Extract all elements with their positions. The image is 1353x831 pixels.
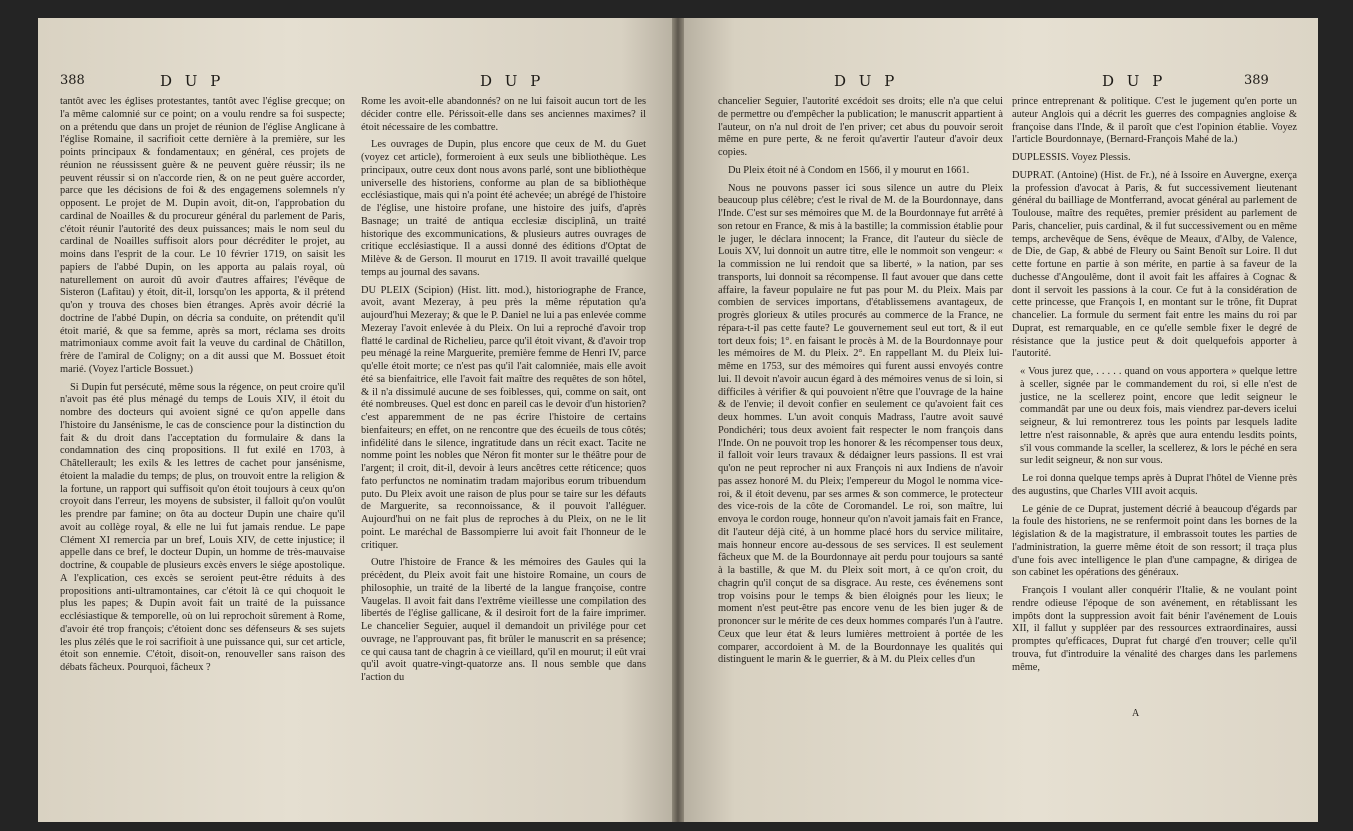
paragraph: chancelier Seguier, l'autorité excédoit ses droits; elle n'a que celui de permettre ou d'empêcher la publication; le manuscrit appartient à l'auteur, on n'a nul droit de l'en priver; cet abus du pouvoir seroit même en pure perte, & ne feroit qu'avertir l'auteur d'avoir deux copies. bbox=[718, 96, 1003, 158]
page-number-left: 388 bbox=[60, 73, 85, 88]
paragraph: Le roi donna quelque temps après à Duprat l'hôtel de Vienne près des augustins, que Charles VIII avoit acquis. bbox=[1012, 473, 1297, 497]
right-page bbox=[684, 18, 1318, 822]
text-column-3 bbox=[718, 96, 1003, 808]
paragraph: prince entreprenant & politique. C'est le jugement qu'en porte un auteur Anglois qui a décrit les guerres des compagnies angloise & françoise dans l'Inde, & il paroît que c'est l'opinion établie. Voyez l'article Bourdonnaye, (Bernard-François Mahé de la.) bbox=[1012, 96, 1297, 146]
paragraph: Nous ne pouvons passer ici sous silence un autre du Pleix beaucoup plus célèbre; c'est le rival de M. de la Bourdonnaye, dans l'Inde. C'est sur ses mémoires que M. de la Bourdonnaye fut arrêté à son retour en France, & mis à la bastille; la commission établie pour le juger, le déclara innocent; la France, dit l'auteur du siècle de Louis XV, lui donnoit un autre titre, elle le nommoit son vengeur: « la commission ne lui rendoit que sa liberté, » la nation, par ses transports, lui donnoit sa récompense. Il faut avouer que dans cette affaire, la faveur populaire ne fut pas pour M. du Pleix. Mais par combien de services importans, d'établissemens avantageux, de progrès glorieux & utiles procurés au commerce de la France, ne répara-t-il pas cette faute? Le gouvernement seul eut tort, & il eut tort deux fois; 1°. en faisant le procès à M. de la Bourdonnaye pour les mémoires de M. du Pleix. 2°. En rappellant M. du Pleix lui-même en 1753, sur des mémoires qui furent aussi envoyés contre lui. Il devoit n'avoir aucun égard à des mémoires venus de si loin, si difficiles à vérifier & qui pouvoient n'être que l'ouvrage de la haine & de l'envie; il devoit confier en seulement ce qu'avoient fait ces deux hommes. L'un avoit conquis Madrass, l'autre avoit sauvé Pondichéri; tous deux avoient fait respecter le nom françois dans l'Inde. On ne pouvoit trop les honorer & les récompenser tous deux, il falloit voir leurs travaux & dédaigner leurs passions. Il est vrai qu'on ne peut reprocher ni aux François ni aux Indiens de n'avoir pas assez honoré M. du Pleix; l'empereur du Mogol le nomma vice-roi, & il étoit devenu, par ses armes & son commerce, le protecteur des vice-rois de la côte de Coromandel. Le roi, son maître, lui envoya le cordon rouge, honneur qu'on n'avoit jamais fait en France, dit l'auteur déjà cité, à un homme placé hors du service militaire, mais honneur encore au-dessous de ses services. Il est seulement fâcheux que M. de la Bourdonnaye ait perdu pour toujours sa santé à la bastille, & que M. du Pleix soit mort, à ce qu'on croit, du chagrin qu'il conçut de sa disgrace. Au reste, ces événemens sont trop voisins pour le temps & bien éloignés pour les lieux; le moment n'est peut-être pas encore venu de les bien juger & de prononcer sur le mérite de ces deux hommes comparés l'un à l'autre. Ceux que leur état & leurs lumières mettroient à portée de les comparer, accordoient à M. de la Bourdonnaye les qualités qui distinguent le marin & le guerrier, & à M. du Pleix celles d'un bbox=[718, 182, 1003, 666]
paragraph: Outre l'histoire de France & les mémoires des Gaules qui la précèdent, du Pleix avoit fait une histoire Romaine, un cours de philosophie, un traité de la liberté de la langue françoise, contre Vaugelas. Il avoit fait dans l'extrême vieillesse une compilation des libertés de l'église gallicane, & il desiroit fort de la faire imprimer. Le chancelier Seguier, auquel il demandoit un privilége pour cet ouvrage, ne l'approuvant pas, fit brûler le manuscrit en sa présence; ce qui causa tant de chagrin à ce vieillard, qu'il en mourut; il eût vrai qu'il avoit quatre-vingt-quatorze ans. Il nous semble que dans l'action du bbox=[361, 557, 646, 683]
text-column-4 bbox=[1012, 96, 1297, 696]
paragraph: Si Dupin fut persécuté, même sous la régence, on peut croire qu'il n'avoit pas été plus ménagé du temps de Louis XIV, il étoit du nombre des docteurs qui avoient signé ce qu'on appelle dans l'histoire du Jansénisme, le cas de conscience pour la distinction du fait & du droit dans l'acceptation du formulaire & dans la condamnation des cinq propositions. Il fut exilé en 1703, à Châtellerault; les exils & les lettres de cachet pour jansénisme, étoient la maladie du temps; de plus, on trouvoit entre la religion & la fortune, un rapport qui suffisoit qu'on étoit toujours à ceux qu'on croyoit dans l'erreur, les moyens de subsister, il falloit qu'on voulût les prendre par famine; on ôta au docteur Dupin une chaire qu'il avoit au collège royal, & elle ne lui fut jamais rendue. Le pape Clément XI remercia par un bref, Louis XIV, de cette injustice; il appelle dans ce bref, le docteur Dupin, un homme de très-mauvaise doctrine, & coupable de plusieurs excès envers le siége apostolique. A l'explication, ces excès se seroient peut-être réduits à des propositions anti-ultramontaines, car c'étoit là ce qui choquoit le plus les papes; & Dupin avoit fait un traité de la puissance ecclésiastique & temporelle, où on lui reprochoit sûrement à Rome, d'avoir été trop françois; c'étoient donc ses défenseurs & ses sujets les plus zélés que le roi sacrifioit à une puissance qui, sur cet article, étoit son ennemie. C'étoit, disoit-on, renouveller sans raison des débats fâcheux. Pourquoi, fâcheux ? bbox=[60, 381, 345, 673]
book-spread bbox=[38, 18, 1318, 822]
article-entry: DU PLEIX (Scipion) (Hist. litt. mod.), historiographe de France, avoit, avant Mezeray, à peu près la même réputation qu'a aujourd'hui Mezeray; & que le P. Daniel ne lui a pas enlevée comme Mezeray l'avoit enlevée à du Pleix. On lui a reproché d'avoir trop flatté le cardinal de Richelieu, parce qu'il étoit vivant, & d'avoir trop peu ménagé la reine Marguerite, première femme de Henri IV, parce qu'elle étoit morte; ce n'est pas qu'il l'ait calomniée, mais elle avoit été sa bienfaitrice, elle l'avoit fait maître des requêtes de son hôtel, & il n'a dissimulé aucune de ses foiblesses, qui, comme on sait, ont été nombreuses. Quel est donc en pareil cas le devoir d'un historien? c'est apparemment de ne pas écrire l'histoire de certains bienfaiteurs; en effet, on ne rencontre que des écueils de tous côtés; infidélité dans le silence, ingratitude dans un récit exact. Tacite ne nomme point les nobles que Néron fit monter sur le théâtre pour de l'argent; il croit, dit-il, devoir à leurs ancêtres cette réticence; quos fato perfunctos ne nominatim tradam majoribus eorum tribuendum puto. Du Pleix avoit une raison de plus pour se taire sur les défauts de Marguerite, sa reconnoissance, & il pouvoit l'alléguer. Aujourd'hui on ne fait plus de reproches à du Pleix, on ne le lit point. Le maréchal de Bassompierre lui avoit fait l'honneur de le critiquer. bbox=[361, 284, 646, 551]
article-entry: DUPRAT. (Antoine) (Hist. de Fr.), né à Issoire en Auvergne, exerça la profession d'avocat à Paris, & fut successivement lieutenant général du bailliage de Montferrand, avocat général au parlement de Toulouse, maître des requêtes, premier président au parlement de Paris, chancelier, puis cardinal, & il fut successivement ou en même temps, archevêque de Sens, évêque de Meaux, d'Alby, de Valence, de Die, de Gap, & abbé de Fleury ou Saint Benoît sur Loire. Il dut cette fortune en partie à son mérite, en partie à sa faveur de la duchesse d'Angoulême, dont il avoit fait les affaires à Cognac & dont il servoit les passions à la cour. Ce fut à la considération de cette princesse, que François I, en montant sur le trône, fit Duprat chancelier. La formule du serment fait entre les mains du roi par Duprat, est remarquable, en ce qu'elle semble fixer le degré de résistance que la justice peut & doit quelquefois apporter à l'autorité. bbox=[1012, 169, 1297, 360]
article-entry: DUPLESSIS. Voyez Plessis. bbox=[1012, 152, 1131, 163]
text-column-1 bbox=[60, 96, 345, 808]
page-number-right: 389 bbox=[1244, 73, 1269, 88]
paragraph: Du Pleix étoit né à Condom en 1566, il y mourut en 1661. bbox=[728, 164, 970, 176]
running-head-left-1: D U P bbox=[160, 72, 225, 90]
paragraph: Le génie de ce Duprat, justement décrié à beaucoup d'égards par la foule des historiens, ne se renfermoit point dans les bornes de la législation & de la magistrature, il embrassoit toutes les parties de l'administration, la guerre même étoit de son ressort; il traça plus d'une fois avec intelligence le plan d'une campagne, & dirigea de son cabinet les opérations des généraux. bbox=[1012, 503, 1297, 579]
running-head-left-2: D U P bbox=[480, 72, 545, 90]
paragraph: tantôt avec les églises protestantes, tantôt avec l'église grecque; on l'a même calomnié sur ce point; on a voulu rendre sa foi suspecte; on a prétendu que dans un projet de réunion de l'église Anglicane à l'église Romaine, il sacrifioit cette dernière à la première, sur les points principaux & fondamentaux; en général, ces projets de réunion ne réussissent guère & ne peuvent guère réussir; ils ne peuvent réussir si on n'accorde rien, & on ne peut guère accorder, parce que les décisions de foi & des engagemens solemnels n'y opposent. Le projet de M. Dupin avoit, dit-on, l'approbation du cardinal de Noailles & du procureur général du parlement de Paris, c'étoit réunir l'autorité des deux puissances; mais le nom seul du cardinal de Noailles suffisoit alors pour décréditer le projet, au moins dans l'esprit de la cour. Le 10 février 1719, on saisit les papiers de l'abbé Dupin, on les apporta au palais royal, où naturellement on auroit dû avoir d'autres affaires; l'évêque de Sisteron (Lafitau) y étoit, dit-il, lorsqu'on les apporta, & il prétend qu'on y trouva des choses bien étranges. Après avoir décrié la doctrine de l'abbé Dupin, on décria sa conduite, on prétendit qu'il étoit marié, & que sa femme, après sa mort, réclama ses droits matrimoniaux comme avoit fait la veuve du cardinal de Châtillon, frère de l'amiral de Coligny; on a dit aussi que M. Bossuet étoit marié. (Voyez l'article Bossuet.) bbox=[60, 96, 345, 375]
paragraph: François I voulant aller conquérir l'Italie, & ne voulant point rendre odieuse l'époque de son avénement, en rétablissant les impôts dont la suppression avoit fait bénir l'avénement de Louis XII, il fallut y suppléer par des ressources extraordinaires, aussi promptes qu'efficaces, Duprat fut chargé d'en trouver; celle qu'il trouva, fut d'introduire la vénalité des charges dans les parlemens même, bbox=[1012, 585, 1297, 673]
running-head-right-2: D U P bbox=[1102, 72, 1167, 90]
left-page bbox=[38, 18, 672, 822]
signature-mark: A bbox=[1132, 708, 1140, 719]
text-column-2 bbox=[361, 96, 646, 808]
book-gutter bbox=[672, 18, 684, 822]
paragraph: Les ouvrages de Dupin, plus encore que ceux de M. du Guet (voyez cet article), formeroient à eux seuls une bibliothèque. Les principaux, outre ceux dont nous avons parlé, sont une bibliothèque universelle des historiens, conforme au plan de sa bibliothèque ecclésiastique, mais qui n'a point été achevée; un abrégé de l'histoire de l'église, une histoire profane, une histoire des juifs, d'après Basnage; un traité de antiqua ecclesiæ disciplinâ, un traité historique des excommunications, & plusieurs autres ouvrages de critique ecclésiastique. Il a aussi donné des éditions d'Optat de Milève & de Gerson. Il mourut en 1719. Il avoit travaillé quelque temps au journal des savans. bbox=[361, 139, 646, 278]
paragraph: Rome les avoit-elle abandonnés? on ne lui faisoit aucun tort de les décider contre elle. Périssoit-elle dans ses anciennes maximes? il étoit nécessaire de les combattre. bbox=[361, 96, 646, 133]
running-head-right-1: D U P bbox=[834, 72, 899, 90]
quotation: « Vous jurez que, . . . . . quand on vous apportera » quelque lettre à sceller, signée par le commandement du roi, si elle n'est de justice, ne la scellerez point, encore que ledit seigneur le commandât par une ou deux fois, mais viendrez par-devers icelui seigneur, & lui remontrerez tous les points par lesquels ladite lettre n'est raisonnable, & après que aura entendu lesdits points, s'il vous commande la sceller, la scellerez, & lors le péché en sera sur ledit seigneur, & non sur vous. bbox=[1020, 366, 1297, 467]
